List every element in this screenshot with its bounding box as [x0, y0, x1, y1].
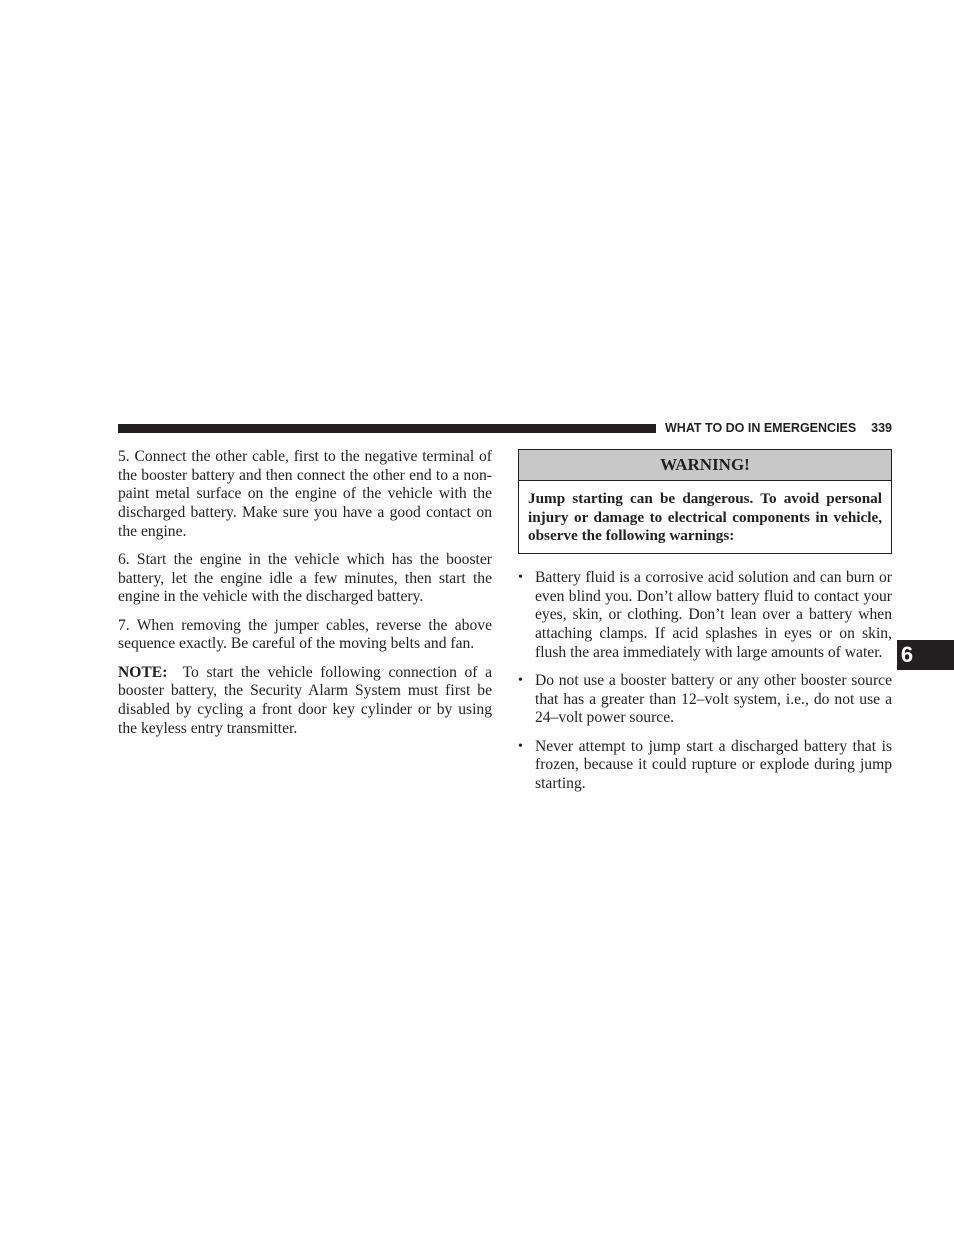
bullet-text: Battery fluid is a corrosive acid solution and can burn or even blind you. Don’t allow battery fluid to contact your eyes, skin, or clothing. Don’t lean over a battery when attaching clamps. If acid splashes in eyes or on skin, flush the area immediately with large amounts of water. [535, 569, 892, 661]
step-7: 7. When removing the jumper cables, reverse the above sequence exactly. Be careful of the moving belts and fan. [118, 616, 492, 653]
running-header [665, 419, 892, 437]
warning-title: WARNING! [519, 450, 891, 481]
list-item [518, 569, 892, 663]
list-item [518, 738, 892, 794]
chapter-number: 6 [900, 642, 914, 667]
warning-box [518, 449, 892, 554]
bullet-icon: • [518, 570, 523, 585]
bullet-text: Never attempt to jump start a discharged battery that is frozen, because it could rupture or explode during jump starting. [535, 737, 892, 793]
note-label: NOTE: [118, 663, 168, 681]
note-text: To start the vehicle following connection of a booster battery, the Security Alarm System must first be disabled by cycling a front door key cylinder or by using the keyless entry transmitter. [118, 663, 493, 737]
chapter-tab [897, 640, 954, 670]
list-item [518, 672, 892, 728]
section-title: WHAT TO DO IN EMERGENCIES [665, 421, 857, 435]
warning-body: Jump starting can be dangerous. To avoid personal injury or damage to electrical components in vehicle, observe the following warnings: [528, 490, 882, 545]
bullet-icon: • [518, 673, 523, 689]
note-paragraph [118, 664, 492, 739]
warning-bullet-list [518, 569, 892, 803]
header-rule [118, 424, 656, 433]
page-number: 339 [871, 421, 892, 435]
left-column [118, 448, 492, 748]
bullet-text: Do not use a booster battery or any other booster source that has a greater than 12–volt system, i.e., do not use a 24–volt power source. [535, 672, 892, 727]
step-5: 5. Connect the other cable, first to the negative terminal of the booster battery and then connect the other end to a non-paint metal surface on the engine of the vehicle with the discharged battery. Make sure you have a good contact on the engine. [118, 448, 492, 540]
step-6: 6. Start the engine in the vehicle which has the booster battery, let the engine idle a few minutes, then start the engine in the vehicle with the discharged battery. [118, 551, 492, 606]
bullet-icon: • [518, 738, 523, 754]
